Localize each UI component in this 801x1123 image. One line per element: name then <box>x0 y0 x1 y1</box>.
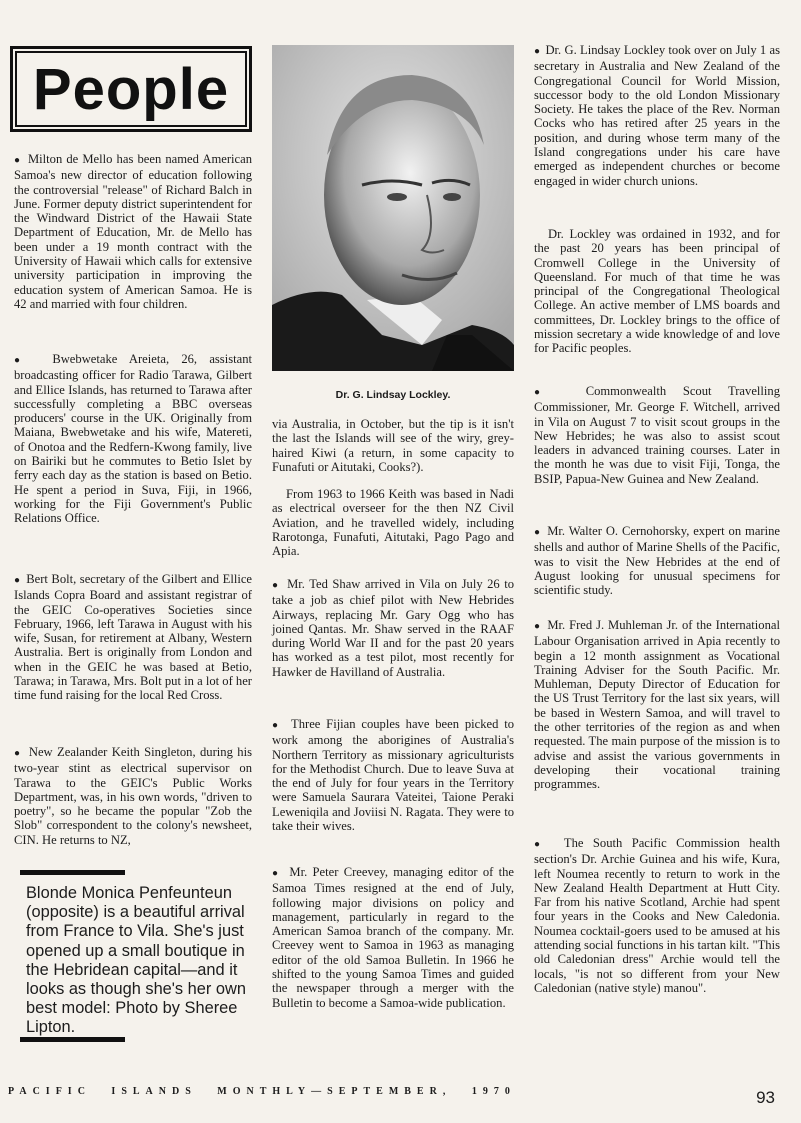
article-george-witchell: ● Commonwealth Scout Travelling Commissioner, Mr. George F. Witchell, arrived in Vila on August 7 to visit scout groups in the New Hebrides; he was also to assist scout leaders in advanced training courses. Later in the month he was due to visit Fiji, Tonga, the BSIP, Papua-New Guinea and New Zealand. <box>534 384 780 486</box>
people-title-box <box>10 46 252 132</box>
article-bert-bolt: ● Bert Bolt, secretary of the Gilbert and Ellice Islands Copra Board and assistant registrar of the GEIC Co-operatives Societies since February, 1966, left Tarawa in August with his wife, Susan, for retirement at Albany, Western Australia. Bert is originally from London and when in the GEIC he was based at Betio, Tarawa; in Tarawa, Mrs. Bolt put in a lot of her time fund raising for the local Red Cross. <box>14 572 252 703</box>
portrait-photo <box>272 45 514 371</box>
photo-caption: Dr. G. Lindsay Lockley. <box>335 389 451 401</box>
article-keith-singleton-nadi: From 1963 to 1966 Keith was based in Nadi as electrical overseer for the then NZ Civil Aviation, and he travelled widely, including Rarotonga, Funafuti, Aitutaki, Pago Pago and Apia. <box>272 487 514 559</box>
article-lindsay-lockley: ● Dr. G. Lindsay Lockley took over on July 1 as secretary in Australia and New Zealand of the Congregational Council for World Mission, successor body to the old London Missionary Society. He takes the place of the Rev. Norman Cocks who has retired after 25 years in the position, and during whose term many of the Island congregations under his care have emerged as independent churches or become engaged in wider church unions. <box>534 43 780 188</box>
article-ted-shaw: ● Mr. Ted Shaw arrived in Vila on July 26 to take a job as chief pilot with New Hebrides Airways, replacing Mr. Gary Ogg who has joined Qantas. Mr. Shaw served in the RAAF during World War II and for the past 20 years has worked as a test pilot, most recently for Hawker de Havilland of Australia. <box>272 577 514 679</box>
pull-quote-bottom-rule <box>20 1037 125 1042</box>
page-title: People <box>32 56 230 122</box>
page-number: 93 <box>756 1088 775 1107</box>
article-keith-singleton-cont: via Australia, in October, but the tip is it isn't the last the Islands will see of the wiry, grey-haired Kiwi (a return, in some capacity to Funafuti or Aitutaki, Cooks?). <box>272 417 514 474</box>
article-fred-muhleman: ● Mr. Fred J. Muhleman Jr. of the International Labour Organisation arrived in Apia recently to begin a 12 month assignment as Vocational Training Adviser for the South Pacific. Mr. Muhleman, Deputy Director of Education for the US Trust Territory for the last six years, will be based in Western Samoa, and will travel to the other territories of the region as and when requested. The main purpose of the mission is to advise and assist the various governments in developing their vocational training programmes. <box>534 618 780 792</box>
article-milton-de-mello: ● Milton de Mello has been named American Samoa's new director of education following the controversial "release" of Richard Balch in June. Former deputy district superintendent for the Windward District of the Hawaii State Department of Education, Mr. de Mello has been under a 19 month contract with the University of Hawaii which calls for extensive university participation in improving the education system of American Samoa. He is 42 and married with four children. <box>14 152 252 311</box>
article-archie-guinea: ● The South Pacific Commission health section's Dr. Archie Guinea and his wife, Kura, left Noumea recently to return to work in the New Zealand Health Department at Hutt City. Far from his native Scotland, Archie had spent four years in the Cooks and New Caledonia. Noumea cocktail-goers used to be amused at his attending social functions in his tartan kilt. "This old Caledonian dress" Archie would tell the locals, "is not so different from your New Caledonian (native style) manou". <box>534 836 780 995</box>
article-walter-cernohorsky: ● Mr. Walter O. Cernohorsky, expert on marine shells and author of Marine Shells of the Pacific, was to visit the New Hebrides at the end of August looking for unusual specimens for scientific study. <box>534 524 780 597</box>
pull-quote: Blonde Monica Penfeunteun (opposite) is a beautiful arrival from France to Vila. She's just opened up a small boutique in the Hebridean capital—and it looks as though she's her own best model: Photo by Sheree Lipton. <box>26 884 246 1037</box>
article-peter-creevey: ● Mr. Peter Creevey, managing editor of the Samoa Times resigned at the end of July, following major divisions on policy and management, particularly in regard to the American Samoa branch of the company. Mr. Creevey went to Samoa in 1963 as managing editor of the old Samoa Bulletin. In 1966 he shifted to the young Samoa Times and guided the newspaper through a merger with the Bulletin to become a Samoa-wide publication. <box>272 865 514 1010</box>
footer-masthead: PACIFIC ISLANDS MONTHLY—SEPTEMBER, 1970 <box>8 1086 516 1097</box>
article-lindsay-lockley-cont: Dr. Lockley was ordained in 1932, and for the past 20 years has been principal of Cromwell College in the University of Queensland. For much of that time he was principal of the Congregational Theological College. An active member of LMS boards and committees, Dr. Lockley brings to the office of mission secretary a wide knowledge of and love for Pacific peoples. <box>534 227 780 356</box>
pull-quote-top-rule <box>20 870 125 875</box>
portrait-figure <box>272 45 514 371</box>
article-fijian-couples: ● Three Fijian couples have been picked to work among the aborigines of Australia's Northern Territory as missionary agriculturists for the Methodist Church. Due to leave Suva at the end of July for four years in the Territory were Samuela Saurara Vateitei, Taione Peraki Leweniqila and Joviisi N. Ragata. They were to take their wives. <box>272 717 514 833</box>
article-bwebwetake-areieta: ● Bwebwetake Areieta, 26, assistant broadcasting officer for Radio Tarawa, Gilbert and Ellice Islands, has returned to Tarawa after successfully completing a BBC overseas producers' course in the UK. Originally from Maiana, Bwebwetake and his wife, Matereti, of Onotoa and the Redfern-Kwong family, live on Bairiki but he commutes to Betio Islet by ferry each day as the station is based on Betio. He spent a period in Suva, Fiji, in 1966, working for the Fiji Government's Public Relations Office. <box>14 352 252 526</box>
article-keith-singleton: ● New Zealander Keith Singleton, during his two-year stint as electrical supervisor on Tarawa to the GEIC's Public Works Department, was, in his own words, "driven to poetry", so he became the popular "Zob the Slob" correspondent to the colony's newsheet, CIN. He returns to NZ, <box>14 745 252 847</box>
